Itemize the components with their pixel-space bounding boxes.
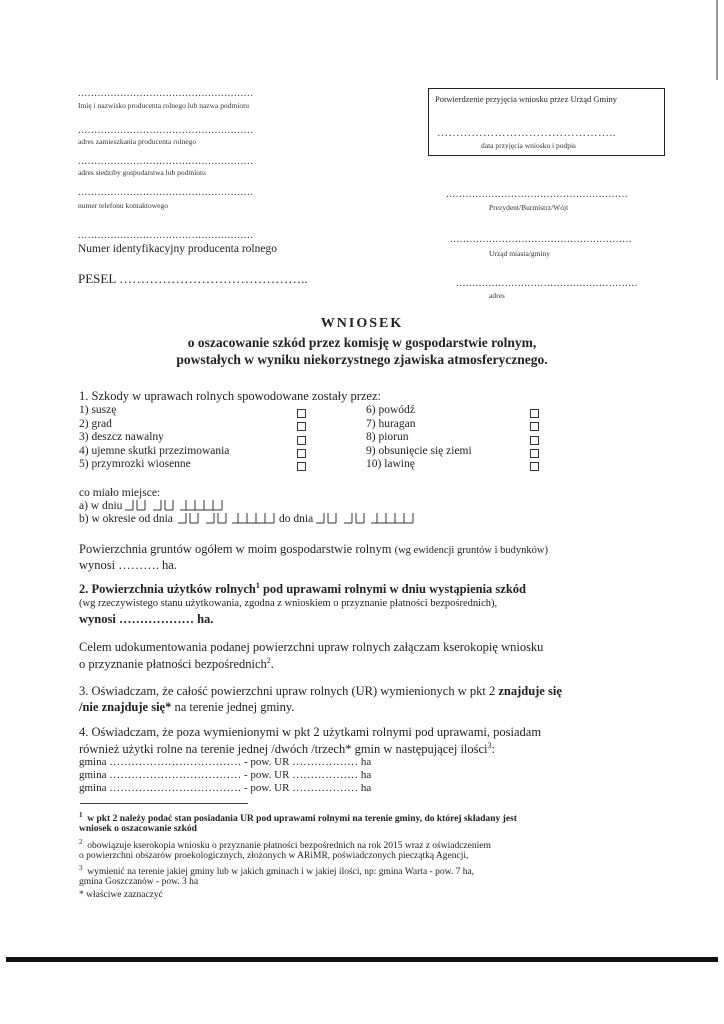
municipality-row: gmina ……………………………… - pow. UR ……………… ha <box>79 756 372 768</box>
address-dots: ........................................................ <box>456 277 638 289</box>
cause-drought: 1) suszę <box>79 404 117 416</box>
residence-label: adres zamieszkania producenta rolnego <box>78 137 197 146</box>
footnote-3-line-1: $^3$ wymienić na terenie jakiej gminy lub w jakich gminach i w jakiej ilości, np: gmina Warta - pow. 7 ha, <box>79 864 475 878</box>
cause-hurricane: 7) huragan <box>366 418 416 430</box>
cause-avalanche: 10) lawinę <box>366 458 415 470</box>
cause-downpour: 3) deszcz nawalny <box>79 431 164 443</box>
section4-text: również użytki rolne na terenie jednej /dwóch /trzech* gmin w następującej ilości <box>79 742 488 757</box>
checkbox-overwintering[interactable] <box>297 449 306 458</box>
pesel-dots: …………………………………….. <box>119 271 308 286</box>
footnote-1-line-2: wniosek o oszacowanie szkód <box>79 824 197 834</box>
documentation-text: o przyznanie płatności bezpośrednich <box>79 657 267 672</box>
section2-heading-b: pod uprawami rolnymi w dniu wystąpienia szkód <box>259 582 526 597</box>
id-label: Numer identyfikacyjny producenta rolnego <box>78 243 277 255</box>
confirmation-title: Potwierdzenie przyjęcia wniosku przez Urząd Gminy <box>435 94 617 104</box>
section3-line-2 <box>79 700 294 715</box>
checkbox-flood[interactable] <box>530 409 539 418</box>
section2-footnote-ref: 1 <box>255 581 260 590</box>
checkbox-landslide[interactable] <box>530 449 539 458</box>
checkbox-downpour[interactable] <box>297 436 306 445</box>
confirmation-dots: ……………………………………….. <box>437 127 616 139</box>
document-title: WNIOSEK <box>320 316 404 331</box>
section4-line-1: 4. Oświadczam, że poza wymienionymi w pkt 2 użytkami rolnymi pod uprawami, posiadam <box>79 725 542 739</box>
id-dots: ...................................................... <box>78 229 254 241</box>
footnote-3-text: wymienić na terenie jakiej gminy lub w jakich gminach i w jakiej ilości, np: gmina Warta - pow. 7 ha, <box>87 867 475 878</box>
documentation-end: . <box>270 657 274 672</box>
footnote-2-line-1: $^2$ obowiązuje kserokopia wniosku o przyznanie płatności bezpośrednich na rok 2015 wraz z oświadczeniem <box>79 838 491 852</box>
date-b-label: b) w okresie od dnia <box>79 513 173 525</box>
area-line-1 <box>79 542 548 557</box>
office-label: Urząd miasta/gminy <box>489 249 551 258</box>
area-line-2: wynosi ………. ha. <box>79 558 177 572</box>
date-a-label: a) w dniu <box>79 500 123 512</box>
mayor-label: Prezydent/Burmistrz/Wójt <box>489 203 569 212</box>
bottom-rule <box>6 957 718 962</box>
date-b-to-boxes[interactable] <box>315 511 419 525</box>
section3-text-a: 3. Oświadczam, że całość powierzchni upraw rolnych (UR) wymienionych w pkt 2 <box>79 684 499 698</box>
section4-end: : <box>491 742 496 757</box>
phone-label: numer telefonu kontaktowego <box>78 201 168 210</box>
seat-label: adres siedziby gospodarstwa lub podmiotu <box>78 168 206 177</box>
cause-landslide: 9) obsunięcie się ziemi <box>366 445 472 457</box>
date-a-boxes[interactable] <box>124 498 228 512</box>
seat-dots: ...................................................... <box>78 155 254 167</box>
footnote-1-text: w pkt 2 należy podać stan posiadania UR pod uprawami rolnymi na terenie gminy, do której składany jest <box>87 814 517 825</box>
checkbox-avalanche[interactable] <box>530 462 539 471</box>
section2-heading <box>79 581 526 597</box>
section4-line-2 <box>79 741 495 757</box>
section3-text-b: na terenie jednej gminy. <box>171 700 295 714</box>
occurred-label: co miało miejsce: <box>79 487 161 499</box>
page-edge-line <box>716 0 718 80</box>
title-line-2: powstałych w wyniku niekorzystnego zjawiska atmosferycznego. <box>176 352 548 367</box>
producer-name-label: Imię i nazwisko producenta rolnego lub nazwa podmiotu <box>78 101 249 110</box>
cause-lightning: 8) piorun <box>366 431 409 443</box>
footnote-2-text: obowiązuje kserokopia wniosku o przyznanie płatności bezpośrednich na rok 2015 wraz z oświadczeniem <box>87 841 491 852</box>
checkbox-spring-frost[interactable] <box>297 462 306 471</box>
mayor-dots: ........................................................ <box>446 188 628 200</box>
footnote-star: * właściwe zaznaczyć <box>79 890 163 900</box>
section1-heading: 1. Szkody w uprawach rolnych spowodowane zostały przez: <box>79 389 381 403</box>
checkbox-drought[interactable] <box>297 409 306 418</box>
section3-bold-b: /nie znajduje się* <box>79 700 172 714</box>
section3-bold-a: znajduje się <box>498 684 562 698</box>
municipality-row: gmina ……………………………… - pow. UR ……………… ha <box>79 782 372 794</box>
checkbox-lightning[interactable] <box>530 436 539 445</box>
footnote-separator <box>80 803 248 804</box>
section3-line-1 <box>79 684 562 699</box>
area-note: (wg ewidencji gruntów i budynków) <box>394 545 548 556</box>
footnote-3-line-2: gmina Goszczanów - pow. 3 ha <box>79 877 199 887</box>
section4-footnote-ref: 3 <box>487 741 492 750</box>
confirmation-box <box>428 88 665 156</box>
office-dots: ........................................................ <box>450 233 632 245</box>
confirmation-caption: data przyjęcia wniosku i podpis <box>481 141 576 150</box>
section2-amount: wynosi ……………… ha. <box>79 612 214 626</box>
title-line-1: o oszacowanie szkód przez komisję w gospodarstwie rolnym, <box>187 335 537 350</box>
section2-heading-a: 2. Powierzchnia użytków rolnych <box>79 582 256 597</box>
municipality-row: gmina ……………………………… - pow. UR ……………… ha <box>79 769 372 781</box>
phone-dots: ...................................................... <box>78 186 254 198</box>
cause-overwintering: 4) ujemne skutki przezimowania <box>79 445 230 457</box>
pesel-row <box>78 271 308 287</box>
area-text: Powierzchnia gruntów ogółem w moim gospodarstwie rolnym <box>79 542 392 556</box>
pesel-label: PESEL <box>78 271 116 286</box>
producer-name-dots: ...................................................... <box>78 87 254 99</box>
date-to-label: do dnia <box>279 513 314 525</box>
cause-flood: 6) powódź <box>366 404 415 416</box>
cause-spring-frost: 5) przymrozki wiosenne <box>79 458 191 470</box>
date-b-from-boxes[interactable] <box>177 511 277 525</box>
residence-dots: ...................................................... <box>78 124 254 136</box>
footnote-2-line-2: o powierzchni obszarów proekologicznych, złożonych w ARiMR, poświadczonych pieczątką Agencji, <box>79 851 469 861</box>
address-label: adres <box>489 291 505 300</box>
footnote-1-line-1: $^1$ w pkt 2 należy podać stan posiadania UR pod uprawami rolnymi na terenie gminy, do której składany jest <box>79 811 517 825</box>
checkbox-hail[interactable] <box>297 422 306 431</box>
documentation-line-2 <box>79 656 274 672</box>
documentation-footnote-ref: 2 <box>266 656 271 665</box>
documentation-line-1: Celem udokumentowania podanej powierzchni upraw rolnych załączam kserokopię wniosku <box>79 640 544 654</box>
section2-sub: (wg rzeczywistego stanu użytkowania, zgodna z wnioskiem o przyznanie płatności bezpośrednich), <box>79 598 498 609</box>
cause-hail: 2) grad <box>79 418 112 430</box>
checkbox-hurricane[interactable] <box>530 422 539 431</box>
